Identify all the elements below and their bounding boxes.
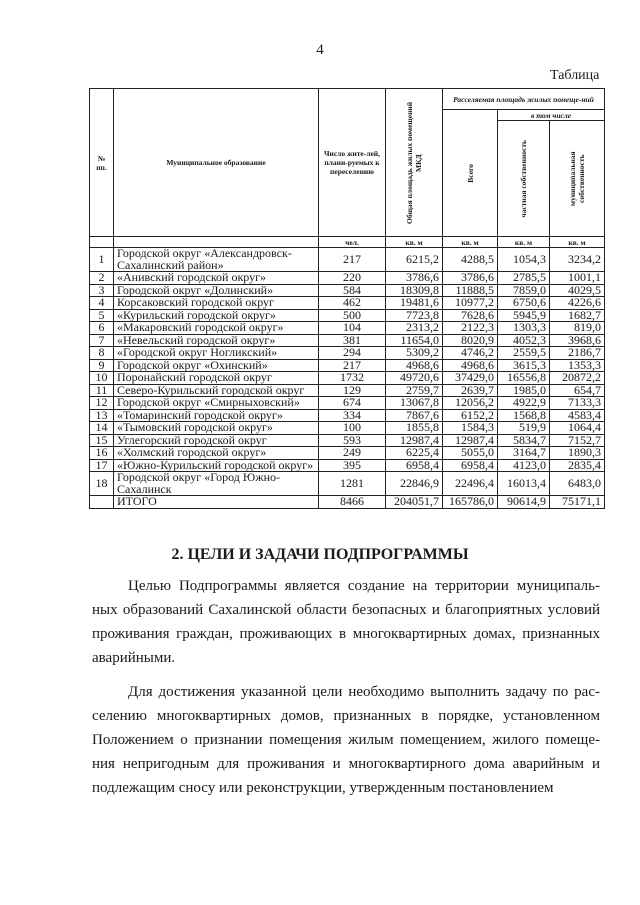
row-private: 1985,0 (498, 384, 550, 397)
row-total-area: 49720,6 (386, 372, 443, 385)
row-municipal: 6483,0 (550, 472, 605, 496)
row-total-area: 4968,6 (386, 359, 443, 372)
row-total-area: 1855,8 (386, 422, 443, 435)
total-private: 90614,9 (498, 496, 550, 509)
row-private: 1303,3 (498, 322, 550, 335)
row-people: 381 (319, 334, 386, 347)
row-municipality: Городской округ «Долинский» (114, 284, 319, 297)
row-total-area: 2313,2 (386, 322, 443, 335)
row-number: 17 (90, 459, 114, 472)
row-total-area: 22846,9 (386, 472, 443, 496)
row-private: 519,9 (498, 422, 550, 435)
row-municipal: 4583,4 (550, 409, 605, 422)
row-municipality: Городской округ «Смирныховский» (114, 397, 319, 410)
header-resettled-area: Расселяемая площадь жилых помеще-ний (443, 89, 605, 110)
header-municipal: муниципальная собственность (568, 151, 586, 206)
total-label: ИТОГО (114, 496, 319, 509)
row-total-area: 11654,0 (386, 334, 443, 347)
row-total-area: 3786,6 (386, 272, 443, 285)
row-municipal: 3234,2 (550, 248, 605, 272)
row-private: 3164,7 (498, 447, 550, 460)
row-all: 6958,4 (443, 459, 498, 472)
row-number: 14 (90, 422, 114, 435)
row-total-area: 6225,4 (386, 447, 443, 460)
row-municipality: «Анивский городской округ» (114, 272, 319, 285)
header-municipal-cell (550, 121, 605, 237)
row-all: 2122,3 (443, 322, 498, 335)
row-number: 11 (90, 384, 114, 397)
unit-area-private: кв. м (498, 237, 550, 248)
header-num: № пп. (90, 89, 114, 237)
row-people: 217 (319, 359, 386, 372)
row-municipality: «Тымовский городской округ» (114, 422, 319, 435)
row-people: 584 (319, 284, 386, 297)
row-total-area: 2759,7 (386, 384, 443, 397)
row-number: 5 (90, 309, 114, 322)
row-number: 1 (90, 248, 114, 272)
row-total-area: 19481,6 (386, 297, 443, 310)
page-number: 4 (316, 42, 324, 58)
row-all: 4746,2 (443, 347, 498, 360)
row-all: 11888,5 (443, 284, 498, 297)
header-total-area: Общая площадь жилых помещений МКД (405, 101, 423, 224)
row-municipal: 4226,6 (550, 297, 605, 310)
row-municipality: Северо-Курильский городской округ (114, 384, 319, 397)
row-private: 4123,0 (498, 459, 550, 472)
row-number: 4 (90, 297, 114, 310)
total-row (90, 496, 605, 509)
header-private-cell (498, 121, 550, 237)
row-number: 2 (90, 272, 114, 285)
row-number: 10 (90, 372, 114, 385)
row-people: 395 (319, 459, 386, 472)
header-all: Всего (465, 163, 475, 183)
row-all: 1584,3 (443, 422, 498, 435)
row-municipal: 2186,7 (550, 347, 605, 360)
row-number: 18 (90, 472, 114, 496)
row-municipality: «Курильский городской округ» (114, 309, 319, 322)
table-label: Таблица (550, 68, 600, 83)
row-all: 37429,0 (443, 372, 498, 385)
row-all: 4288,5 (443, 248, 498, 272)
row-all: 6152,2 (443, 409, 498, 422)
row-private: 6750,6 (498, 297, 550, 310)
row-municipal: 1064,4 (550, 422, 605, 435)
row-municipal: 7133,3 (550, 397, 605, 410)
row-municipal: 654,7 (550, 384, 605, 397)
row-private: 16013,4 (498, 472, 550, 496)
row-all: 2639,7 (443, 384, 498, 397)
row-municipal: 20872,2 (550, 372, 605, 385)
row-private: 2785,5 (498, 272, 550, 285)
row-people: 129 (319, 384, 386, 397)
row-municipality: Городской округ «Город Южно-Сахалинск (114, 472, 319, 496)
row-private: 2559,5 (498, 347, 550, 360)
row-all: 4968,6 (443, 359, 498, 372)
row-people: 249 (319, 447, 386, 460)
header-residents: Число жите-лей, плани-руемых к переселению (319, 89, 386, 237)
row-municipality: Городской округ «Александровск-Сахалинский район» (114, 248, 319, 272)
row-total-area: 13067,8 (386, 397, 443, 410)
row-total-area: 18309,8 (386, 284, 443, 297)
row-municipal: 1890,3 (550, 447, 605, 460)
row-all: 10977,2 (443, 297, 498, 310)
row-number: 12 (90, 397, 114, 410)
row-private: 16556,8 (498, 372, 550, 385)
row-people: 217 (319, 248, 386, 272)
row-municipality: «Южно-Курильский городской округ» (114, 459, 319, 472)
unit-area-municipal: кв. м (550, 237, 605, 248)
row-all: 12987,4 (443, 434, 498, 447)
row-total-area: 7723,8 (386, 309, 443, 322)
row-municipal: 3968,6 (550, 334, 605, 347)
row-total-area: 6215,2 (386, 248, 443, 272)
header-all-cell (443, 110, 498, 237)
row-municipal: 7152,7 (550, 434, 605, 447)
row-number: 16 (90, 447, 114, 460)
header-private: частная собственность (519, 139, 528, 218)
row-private: 4052,3 (498, 334, 550, 347)
row-total-area: 7867,6 (386, 409, 443, 422)
row-private: 5834,7 (498, 434, 550, 447)
row-municipality: Городской округ «Охинский» (114, 359, 319, 372)
row-municipal: 2835,4 (550, 459, 605, 472)
row-municipality: Поронайский городской округ (114, 372, 319, 385)
row-people: 593 (319, 434, 386, 447)
row-municipality: «Невельский городской округ» (114, 334, 319, 347)
unit-area-total: кв. м (386, 237, 443, 248)
row-municipality: Углегорский городской округ (114, 434, 319, 447)
row-municipal: 819,0 (550, 322, 605, 335)
row-private: 3615,3 (498, 359, 550, 372)
row-municipality: «Томаринский городской округ» (114, 409, 319, 422)
row-number: 7 (90, 334, 114, 347)
header-municipality: Муниципальное образование (114, 89, 319, 237)
table-row (90, 472, 605, 496)
row-private: 1054,3 (498, 248, 550, 272)
total-total-area: 204051,7 (386, 496, 443, 509)
row-private: 5945,9 (498, 309, 550, 322)
row-people: 1281 (319, 472, 386, 496)
row-total-area: 6958,4 (386, 459, 443, 472)
row-all: 7628,6 (443, 309, 498, 322)
row-people: 500 (319, 309, 386, 322)
row-private: 1568,8 (498, 409, 550, 422)
table-row (90, 248, 605, 272)
row-municipality: «Городской округ Ногликский» (114, 347, 319, 360)
row-people: 220 (319, 272, 386, 285)
row-all: 3786,6 (443, 272, 498, 285)
row-municipality: Корсаковский городской округ (114, 297, 319, 310)
row-number: 3 (90, 284, 114, 297)
row-municipal: 1353,3 (550, 359, 605, 372)
row-number: 13 (90, 409, 114, 422)
row-number: 8 (90, 347, 114, 360)
row-number: 9 (90, 359, 114, 372)
paragraph-2: Для достижения указанной цели необходимо выполнить задачу по рас-селению многоквартирных домов, признанных в порядке, установленном Положением о признании помещения жилым помещением, жилого помеще-ния непригодным для проживания и многоквартирного дома аварийным и подлежащим сносу или реконструкции, утвержденным постановлением (92, 684, 600, 796)
paragraph-1: Целью Подпрограммы является создание на территории муниципаль-ных образований Сахалинской области безопасных и благоприятных условий проживания граждан, проживающих в многоквартирных домах, признанных аварийными. (92, 578, 600, 666)
section-title: 2. ЦЕЛИ И ЗАДАЧИ ПОДПРОГРАММЫ (171, 546, 469, 563)
row-people: 294 (319, 347, 386, 360)
row-number: 15 (90, 434, 114, 447)
resettlement-table (89, 88, 605, 509)
row-people: 334 (319, 409, 386, 422)
row-municipal: 1001,1 (550, 272, 605, 285)
row-people: 100 (319, 422, 386, 435)
row-people: 462 (319, 297, 386, 310)
total-people: 8466 (319, 496, 386, 509)
header-total-area-cell (386, 89, 443, 237)
row-municipal: 1682,7 (550, 309, 605, 322)
row-municipality: «Холмский городской округ» (114, 447, 319, 460)
row-total-area: 12987,4 (386, 434, 443, 447)
row-all: 12056,2 (443, 397, 498, 410)
unit-area-all: кв. м (443, 237, 498, 248)
row-all: 22496,4 (443, 472, 498, 496)
row-number: 6 (90, 322, 114, 335)
total-municipal: 75171,1 (550, 496, 605, 509)
row-people: 1732 (319, 372, 386, 385)
row-municipal: 4029,5 (550, 284, 605, 297)
row-people: 674 (319, 397, 386, 410)
row-all: 5055,0 (443, 447, 498, 460)
row-municipality: «Макаровский городской округ» (114, 322, 319, 335)
row-private: 4922,9 (498, 397, 550, 410)
row-total-area: 5309,2 (386, 347, 443, 360)
header-including: в том числе (498, 110, 605, 121)
unit-residents: чел. (319, 237, 386, 248)
total-all: 165786,0 (443, 496, 498, 509)
row-all: 8020,9 (443, 334, 498, 347)
row-people: 104 (319, 322, 386, 335)
row-private: 7859,0 (498, 284, 550, 297)
